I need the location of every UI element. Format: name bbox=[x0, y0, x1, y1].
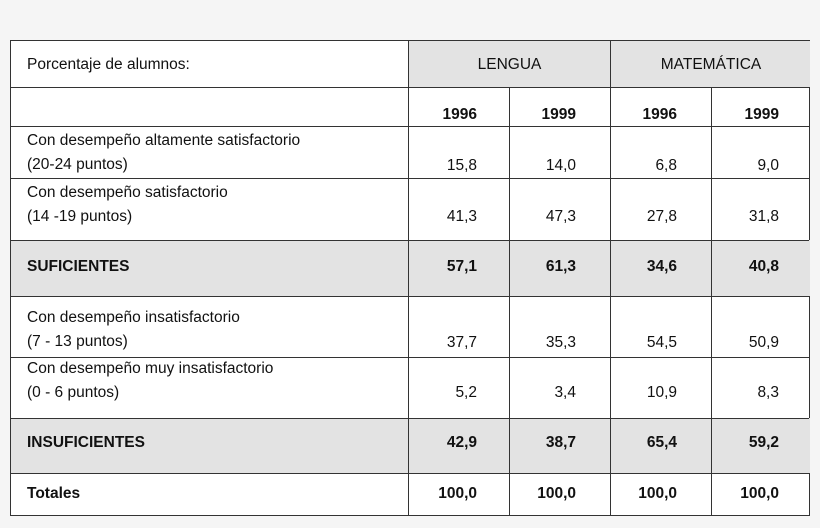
row-label-range: (7 - 13 puntos) bbox=[27, 333, 128, 350]
row-label bbox=[27, 306, 240, 354]
group-header-matematica: MATEMÁTICA bbox=[660, 56, 762, 73]
value-cell: 9,0 bbox=[757, 157, 779, 174]
value-cell: 47,3 bbox=[545, 208, 576, 225]
value-cell: 61,3 bbox=[545, 258, 576, 275]
row-label-range: (0 - 6 puntos) bbox=[27, 384, 120, 401]
value-cell: 41,3 bbox=[446, 208, 477, 225]
value-cell: 6,8 bbox=[655, 157, 677, 174]
year-header: 1999 bbox=[744, 106, 779, 123]
value-cell: 38,7 bbox=[545, 434, 576, 451]
value-cell: 54,5 bbox=[646, 334, 677, 351]
row-label-line: Con desempeño altamente satisfactorio bbox=[27, 132, 301, 149]
year-header: 1996 bbox=[642, 106, 677, 123]
rule bbox=[11, 473, 809, 474]
group-header-lengua: LENGUA bbox=[477, 56, 542, 73]
value-cell: 31,8 bbox=[748, 208, 779, 225]
value-cell: 57,1 bbox=[446, 258, 477, 275]
value-cell: 59,2 bbox=[748, 434, 779, 451]
value-cell: 34,6 bbox=[646, 258, 677, 275]
row-label bbox=[27, 357, 273, 405]
value-cell: 8,3 bbox=[757, 384, 779, 401]
results-table bbox=[10, 40, 810, 516]
value-cell: 50,9 bbox=[748, 334, 779, 351]
row-label bbox=[27, 181, 228, 229]
row-label bbox=[27, 129, 300, 177]
row-label-range: (14 -19 puntos) bbox=[27, 208, 133, 225]
subtotal-label: INSUFICIENTES bbox=[27, 434, 145, 451]
value-cell: 100,0 bbox=[537, 485, 576, 502]
value-cell: 10,9 bbox=[646, 384, 677, 401]
value-cell: 100,0 bbox=[740, 485, 779, 502]
value-cell: 35,3 bbox=[545, 334, 576, 351]
rule bbox=[11, 240, 809, 241]
value-cell: 100,0 bbox=[638, 485, 677, 502]
rule bbox=[11, 296, 809, 297]
row-label-range: (20-24 puntos) bbox=[27, 156, 128, 173]
value-cell: 65,4 bbox=[646, 434, 677, 451]
value-cell: 100,0 bbox=[438, 485, 477, 502]
rule bbox=[11, 418, 809, 419]
value-cell: 37,7 bbox=[446, 334, 477, 351]
subtotal-label: SUFICIENTES bbox=[27, 258, 130, 275]
rule bbox=[11, 87, 809, 88]
value-cell: 3,4 bbox=[554, 384, 576, 401]
year-header: 1996 bbox=[442, 106, 477, 123]
year-header: 1999 bbox=[541, 106, 576, 123]
rule bbox=[11, 178, 809, 179]
value-cell: 15,8 bbox=[446, 157, 477, 174]
corner-label: Porcentaje de alumnos: bbox=[27, 56, 190, 73]
row-label-line: Con desempeño muy insatisfactorio bbox=[27, 360, 274, 377]
value-cell: 40,8 bbox=[748, 258, 779, 275]
value-cell: 5,2 bbox=[455, 384, 477, 401]
value-cell: 42,9 bbox=[446, 434, 477, 451]
totals-label: Totales bbox=[27, 485, 81, 502]
value-cell: 14,0 bbox=[545, 157, 576, 174]
value-cell: 27,8 bbox=[646, 208, 677, 225]
row-label-line: Con desempeño satisfactorio bbox=[27, 184, 228, 201]
row-label-line: Con desempeño insatisfactorio bbox=[27, 309, 240, 326]
